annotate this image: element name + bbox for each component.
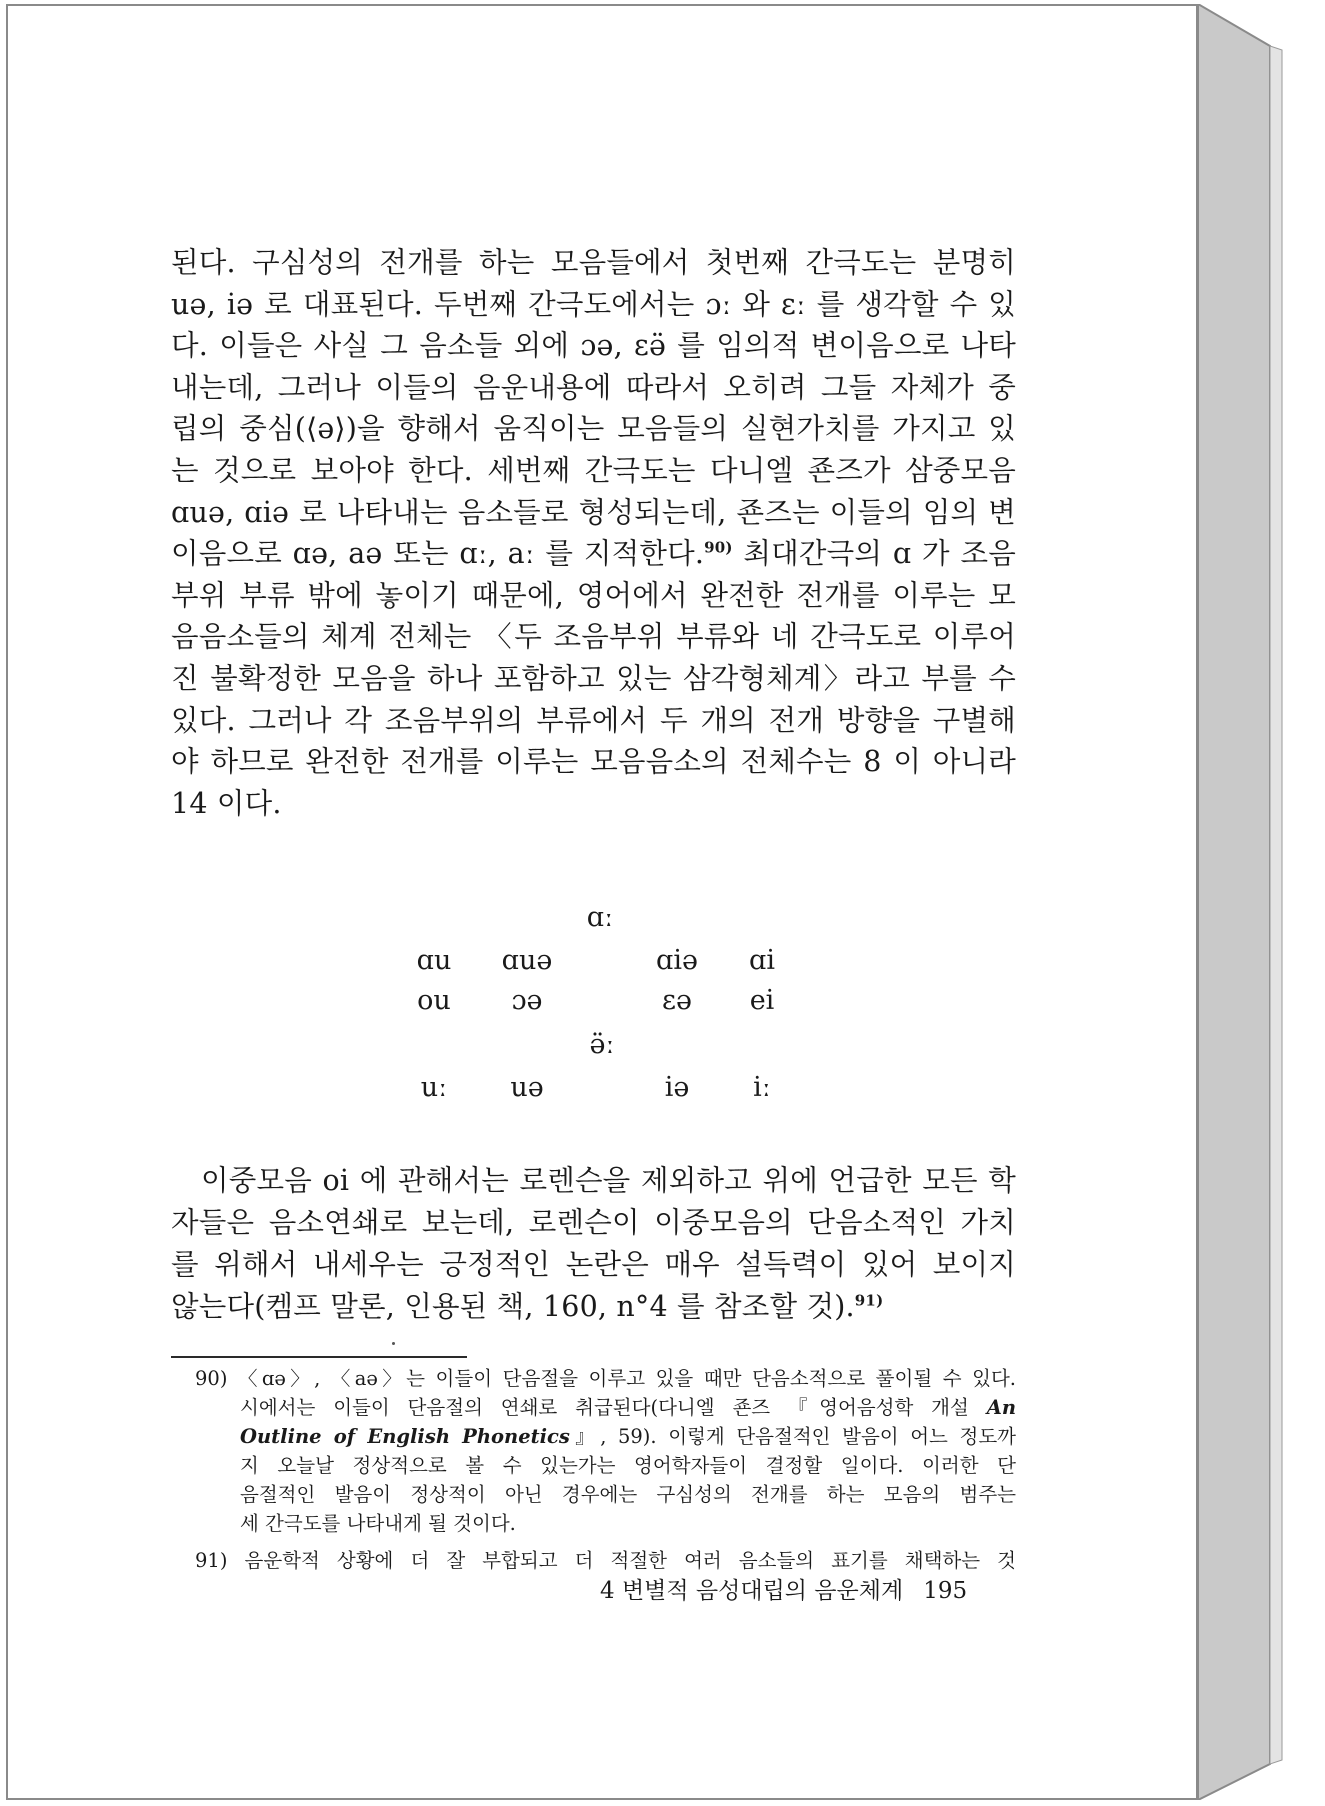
text-line: ɑuə, ɑiə 로 나타내는 음소들로 형성되는데, 죤즈는 이들의 임의 변 (171, 495, 1016, 529)
text-line: 진 불확정한 모음을 하나 포함하고 있는 삼각형체계〉라고 부를 수 (171, 661, 1016, 695)
running-footer (600, 1576, 967, 1606)
main-paragraph (171, 242, 1016, 824)
text-line: 된다. 구심성의 전개를 하는 모음들에서 첫번째 간극도는 분명히 (171, 246, 1016, 279)
vowel-close-4: iː (753, 1072, 771, 1103)
text-line-with-footnote-ref (171, 533, 1016, 575)
footnote-90-line: 음절적인 발음이 정상적이 아닌 경우에는 구심성의 전개를 하는 모음의 범주는 (240, 1483, 1016, 1506)
footnote-91-number: 91) (195, 1549, 228, 1572)
text-line: 부위 부류 밖에 놓이기 때문에, 영어에서 완전한 전개를 이루는 모 (171, 578, 1016, 612)
footnote-90-number: 90) (195, 1367, 228, 1390)
chapter-title: 4 변별적 음성대립의 음운체계 (600, 1578, 904, 1604)
footnote-90-line: 지 오늘날 정상적으로 볼 수 있는가는 영어학자들이 결정할 일이다. 이러한 단 (240, 1454, 1016, 1477)
page-number: 195 (923, 1578, 968, 1604)
footnote-91-line (171, 1546, 1016, 1575)
vowel-center: ə̈ː (589, 1029, 615, 1060)
vowel-close-3: iə (664, 1072, 690, 1103)
vowel-mid-3: ɛə (662, 985, 692, 1016)
text-line: 를 위해서 내세우는 긍정적인 논란은 매우 설득력이 있어 보이지 (171, 1248, 1016, 1281)
text-line: 내는데, 그러나 이들의 음운내용에 따라서 오히려 그들 자체가 중 (171, 370, 1016, 404)
footnote-title-en: Outline of English Phonetics (240, 1425, 570, 1448)
vowel-open-3: ɑiə (656, 945, 698, 976)
text-line: 있다. 그러나 각 조음부위의 부류에서 두 개의 전개 방향을 구별해 (171, 703, 1016, 737)
footnote-90-line (171, 1393, 1016, 1422)
text-line: 야 하므로 완전한 전개를 이루는 모음음소의 전체수는 8 이 아니라 (171, 745, 1016, 779)
scan-speck (392, 1342, 395, 1345)
second-paragraph (171, 1160, 1016, 1328)
footnote-text: 시에서는 이들이 단음절의 연쇄로 취급된다(다니엘 죤즈 『영어음성학 개설 (240, 1396, 969, 1419)
text-segment: 최대간극의 ɑ 가 조음 (732, 537, 1016, 571)
text-segment: 이음으로 ɑə, aə 또는 ɑː, aː 를 지적한다. (171, 537, 705, 571)
text-line: 다. 이들은 사실 그 음소들 외에 ɔə, ɛə̈ 를 임의적 변이음으로 나타 (171, 329, 1016, 363)
footnotes (171, 1364, 1016, 1575)
footnote-separator (171, 1356, 467, 1358)
footnote-90-line (171, 1364, 1016, 1393)
vowel-open-2: ɑuə (501, 945, 553, 976)
vowel-open-1: ɑu (416, 945, 452, 976)
vowel-close-1: uː (420, 1072, 448, 1103)
vowel-mid-4: ei (749, 985, 775, 1016)
footnote-text: 〈ɑə〉, 〈aə〉는 이들이 단음절을 이루고 있을 때만 단음소적으로 풀이될 수 있다. (238, 1367, 1017, 1390)
footnote-90-line: 세 간극도를 나타내게 될 것이다. (240, 1512, 516, 1535)
vowel-mid-1: ou (417, 985, 451, 1016)
vowel-mid-2: ɔə (511, 985, 543, 1016)
footnote-ref-90[interactable]: 90) (704, 538, 733, 557)
page-edge-stack (1198, 4, 1286, 1800)
text-line-with-footnote-ref (171, 1286, 1016, 1328)
text-line: 14 이다. (171, 786, 282, 820)
footnote-ref-91[interactable]: 91) (854, 1291, 884, 1310)
footnote-90-line (171, 1422, 1016, 1451)
footnote-title-en: An (986, 1396, 1017, 1419)
footnote-text: 음운학적 상황에 더 잘 부합되고 더 적절한 여러 음소들의 표기를 채택하는 것 (244, 1549, 1016, 1572)
text-line: uə, iə 로 대표된다. 두번째 간극도에서는 ɔː 와 ɛː 를 생각할 수 있 (171, 287, 1016, 321)
text-segment: 않는다(켐프 말론, 인용된 책, 160, n°4 를 참조할 것). (171, 1290, 855, 1323)
vowel-close-2: uə (510, 1072, 544, 1103)
vowel-open-4: ɑi (749, 945, 775, 976)
text-line: 는 것으로 보아야 한다. 세번째 간극도는 다니엘 죤즈가 삼중모음 (171, 453, 1016, 487)
footnote-text: 』, 59). 이렇게 단음절적인 발음이 어느 정도까 (569, 1425, 1016, 1448)
text-line: 자들은 음소연쇄로 보는데, 로렌슨이 이중모음의 단음소적인 가치 (171, 1206, 1016, 1239)
text-line: 립의 중심(⟨ə⟩)을 향해서 움직이는 모음들의 실현가치를 가지고 있 (171, 412, 1016, 446)
footnote-gap (171, 1538, 1016, 1546)
text-line: 음음소들의 체계 전체는 〈두 조음부위 부류와 네 간극도로 이루어 (171, 620, 1016, 654)
vowel-top: ɑː (586, 902, 614, 933)
text-line: 이중모음 oi 에 관해서는 로렌슨을 제외하고 위에 언급한 모든 학 (201, 1164, 1016, 1197)
